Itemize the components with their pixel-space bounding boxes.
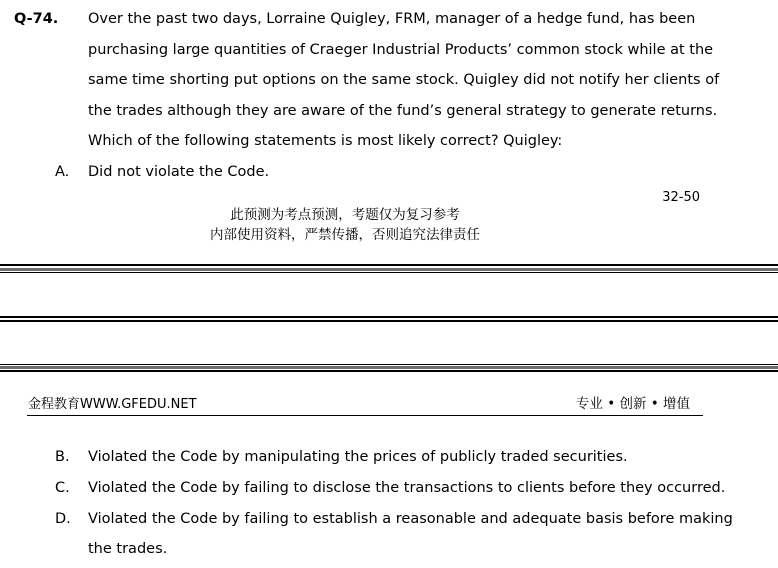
option-d-letter: D. bbox=[55, 511, 71, 527]
header-rule bbox=[27, 415, 703, 416]
watermark-line-2: 内部使用资料，严禁传播，否则追究法律责任 bbox=[210, 227, 480, 243]
watermark-line-1: 此预测为考点预测，考题仅为复习参考 bbox=[230, 207, 460, 223]
question-text-line-2: purchasing large quantities of Craeger Industrial Products’ common stock while at the bbox=[88, 42, 714, 58]
option-a-text: Did not violate the Code. bbox=[88, 164, 270, 180]
question-text-line-4: the trades although they are aware of the fund’s general strategy to generate returns. bbox=[88, 103, 718, 119]
page-divider-1c bbox=[0, 272, 778, 273]
page-divider-2b bbox=[0, 320, 778, 322]
option-c-letter: C. bbox=[55, 480, 70, 496]
option-a-letter: A. bbox=[55, 164, 70, 180]
option-b-letter: B. bbox=[55, 449, 70, 465]
question-text-line-3: same time shorting put options on the same stock. Quigley did not notify her clients of bbox=[88, 72, 720, 88]
question-text-line-1: Over the past two days, Lorraine Quigley, FRM, manager of a hedge fund, has been bbox=[88, 11, 696, 27]
page-divider-1b bbox=[0, 268, 778, 271]
option-c-text: Violated the Code by failing to disclose the transactions to clients before they occurred. bbox=[88, 480, 726, 496]
question-number: Q-74. bbox=[14, 11, 59, 27]
page-divider-3c bbox=[0, 370, 778, 372]
option-d-text-line-2: the trades. bbox=[88, 541, 168, 557]
header-slogan: 专业 • 创新 • 增值 bbox=[575, 396, 690, 412]
page-divider-1a bbox=[0, 264, 778, 266]
option-d-text-line-1: Violated the Code by failing to establish a reasonable and adequate basis before making bbox=[88, 511, 733, 527]
page-divider-2a bbox=[0, 316, 778, 318]
question-text-line-5: Which of the following statements is most likely correct? Quigley: bbox=[88, 133, 563, 149]
header-brand: 金程教育WWW.GFEDU.NET bbox=[28, 397, 197, 412]
page-divider-3b bbox=[0, 366, 778, 369]
page-divider-3a bbox=[0, 364, 778, 365]
page-number: 32-50 bbox=[662, 190, 700, 205]
option-b-text: Violated the Code by manipulating the prices of publicly traded securities. bbox=[88, 449, 628, 465]
